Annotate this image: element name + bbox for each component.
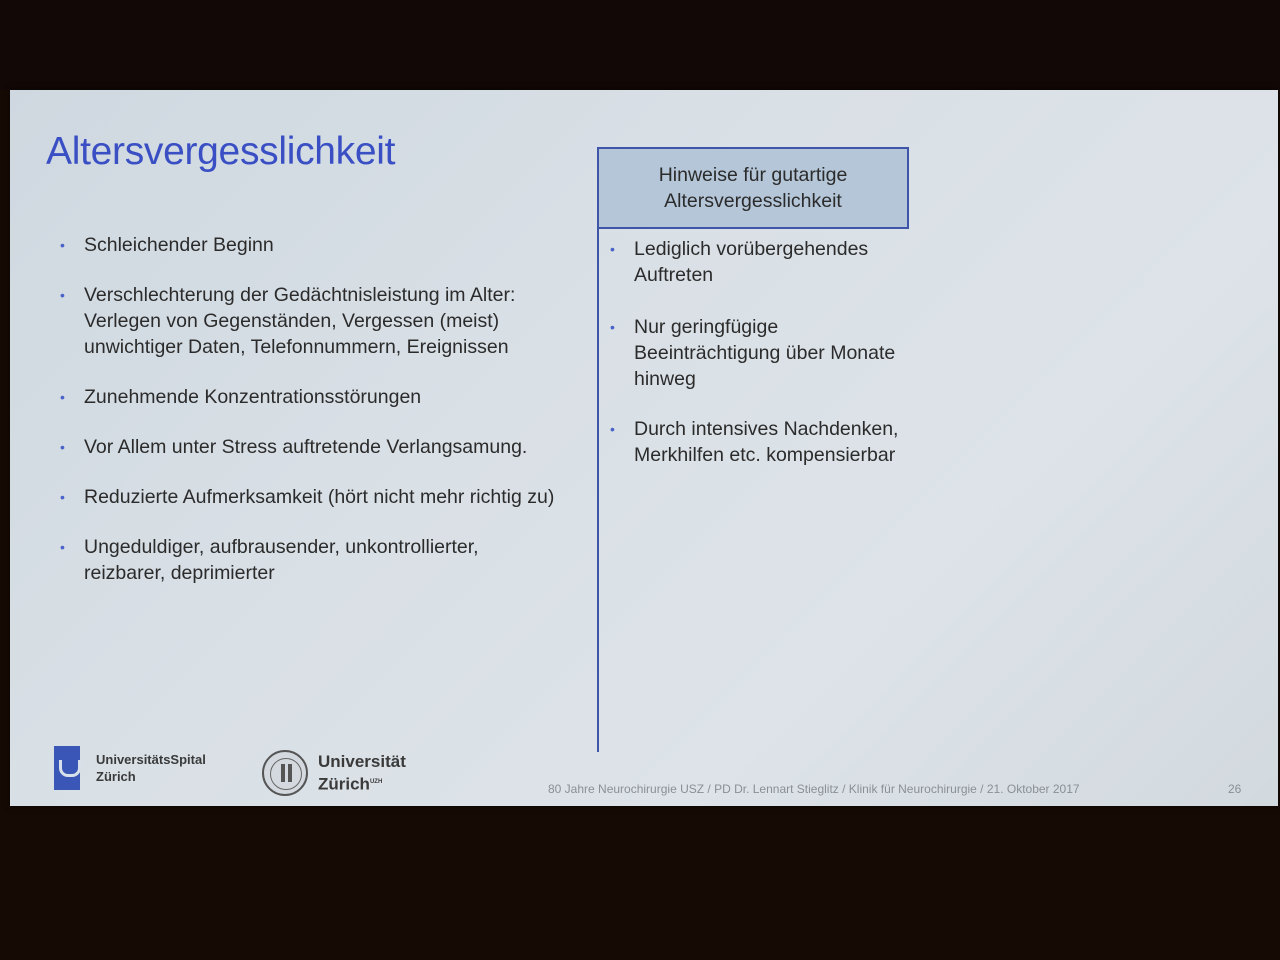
list-item xyxy=(58,434,558,460)
list-item-text: Ungeduldiger, aufbrausender, unkontrollierter, reizbarer, deprimierter xyxy=(84,536,479,584)
bullet-icon: • xyxy=(60,287,65,303)
list-item xyxy=(608,416,928,468)
list-item xyxy=(608,236,928,288)
page-number: 26 xyxy=(1228,782,1242,796)
list-item-text: Lediglich vorübergehendes Auftreten xyxy=(634,238,869,286)
list-item xyxy=(58,232,558,258)
list-item-text: Nur geringfügige Beeinträchtigung über Monate hinweg xyxy=(634,316,896,390)
presentation-slide xyxy=(10,90,1278,806)
column-divider xyxy=(597,148,599,752)
hint-box-line1: Hinweise für gutartige xyxy=(658,164,848,186)
usz-name-line1: UniversitätsSpital xyxy=(96,752,206,767)
bullet-icon: • xyxy=(610,319,615,335)
bullet-icon: • xyxy=(60,389,65,405)
hint-box-line2: Altersvergesslichkeit xyxy=(664,190,842,212)
list-item-text: Reduzierte Aufmerksamkeit (hört nicht mehr richtig zu) xyxy=(84,486,555,508)
hint-box-header xyxy=(597,147,909,229)
bullet-icon: • xyxy=(60,539,65,555)
bullet-icon: • xyxy=(60,489,65,505)
symptom-list xyxy=(58,232,558,586)
usz-logo xyxy=(54,746,206,790)
uzh-name-line1: Universität xyxy=(318,751,406,771)
bullet-icon: • xyxy=(60,237,65,253)
benign-signs-list xyxy=(608,236,928,468)
footer-caption: 80 Jahre Neurochirurgie USZ / PD Dr. Lennart Stieglitz / Klinik für Neurochirurgie / 21. Oktober 2017 xyxy=(548,782,1080,796)
uzh-superscript: UZH xyxy=(369,778,383,785)
usz-name-line2: Zürich xyxy=(96,769,136,784)
bullet-icon: • xyxy=(610,421,615,437)
list-item-text: Vor Allem unter Stress auftretende Verlangsamung. xyxy=(84,436,528,458)
list-item-text: Durch intensives Nachdenken, Merkhilfen etc. kompensierbar xyxy=(634,418,899,466)
bullet-icon: • xyxy=(60,439,65,455)
list-item xyxy=(58,484,558,510)
list-item xyxy=(58,282,558,360)
bullet-icon: • xyxy=(610,241,615,257)
usz-logo-icon xyxy=(54,746,80,790)
list-item-text: Verschlechterung der Gedächtnisleistung im Alter: Verlegen von Gegenständen, Vergessen (meist) unwichtiger Daten, Telefonnummern, Ereignissen xyxy=(84,284,516,358)
list-item-text: Zunehmende Konzentrationsstörungen xyxy=(84,386,422,408)
list-item xyxy=(58,384,558,410)
uzh-name-line2: Zürich xyxy=(318,774,370,794)
list-item xyxy=(58,534,558,586)
uzh-seal-icon xyxy=(262,750,308,796)
slide-title: Altersvergesslichkeit xyxy=(46,130,396,173)
uzh-logo xyxy=(262,750,406,796)
list-item xyxy=(608,314,928,392)
list-item-text: Schleichender Beginn xyxy=(84,234,274,256)
room-background xyxy=(0,0,1280,90)
